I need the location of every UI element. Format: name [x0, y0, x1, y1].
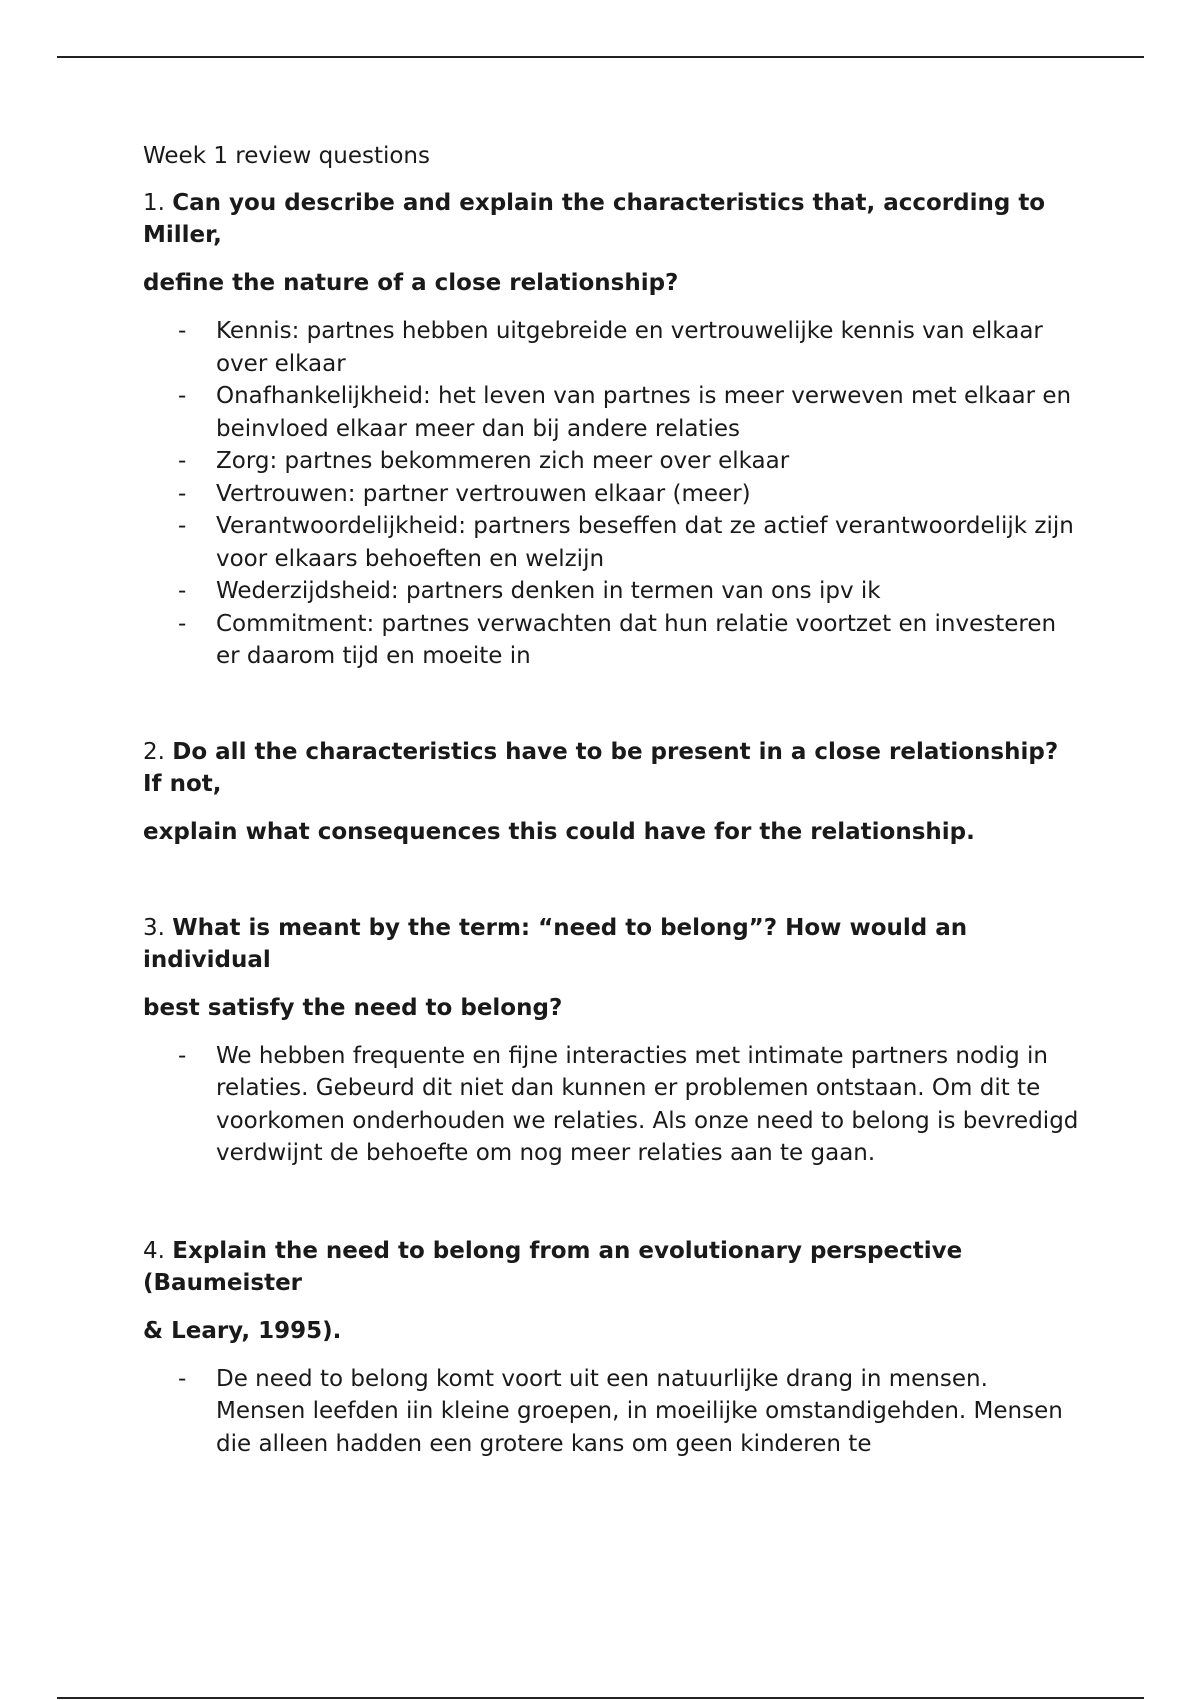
question-1 — [143, 187, 1083, 673]
question-3-text-line2: best satisfy the need to belong? — [143, 994, 563, 1021]
top-rule — [57, 56, 1144, 58]
question-4-text-line2: & Leary, 1995). — [143, 1317, 342, 1344]
answer-item: - De need to belong komt voort uit een natuurlijke drang in mensen. Mensen leefden iin kleine groepen, in moeilijke omstandigehden. Mensen die alleen hadden een grotere kans om geen kinderen te — [143, 1363, 1083, 1461]
question-2 — [143, 736, 1083, 848]
document-title: Week 1 review questions — [143, 143, 430, 169]
bottom-rule — [57, 1697, 1144, 1699]
answer-item: - Commitment: partnes verwachten dat hun relatie voortzet en investeren er daarom tijd en moeite in — [143, 608, 1083, 673]
question-3-answers — [143, 1040, 1083, 1170]
spacer — [143, 1170, 1083, 1235]
document-body — [143, 140, 1083, 1460]
answer-item: - Vertrouwen: partner vertrouwen elkaar (meer) — [143, 478, 1083, 511]
answer-item: - We hebben frequente en fijne interacties met intimate partners nodig in relaties. Gebeurd dit niet dan kunnen er problemen ontstaan. Om dit te voorkomen onderhouden we relaties. Als onze need to belong is bevredigd verdwijnt de behoefte om nog meer relaties aan te gaan. — [143, 1040, 1083, 1170]
question-1-heading — [143, 187, 1083, 251]
bullet-dash: - — [178, 1365, 187, 1392]
question-4-text-line1: Explain the need to belong from an evolutionary perspective (Baumeister — [143, 1237, 963, 1296]
question-2-number: 2. — [143, 738, 165, 765]
spacer — [143, 848, 1083, 912]
bullet-dash: - — [178, 578, 187, 604]
answer-item: - Wederzijdsheid: partners denken in termen van ons ipv ik — [143, 575, 1083, 608]
bullet-dash: - — [178, 480, 187, 507]
question-1-text-line2: define the nature of a close relationship? — [143, 270, 679, 296]
bullet-dash: - — [178, 610, 187, 637]
question-4 — [143, 1235, 1083, 1461]
question-4-answers — [143, 1363, 1083, 1461]
question-3 — [143, 912, 1083, 1170]
question-4-heading — [143, 1235, 1083, 1299]
question-2-text-line2: explain what consequences this could have for the relationship. — [143, 818, 975, 845]
answer-item: - Onafhankelijkheid: het leven van partnes is meer verweven met elkaar en beinvloed elkaar meer dan bij andere relaties — [143, 380, 1083, 445]
answer-item: - Kennis: partnes hebben uitgebreide en vertrouwelijke kennis van elkaar over elkaar — [143, 315, 1083, 380]
spacer — [143, 673, 1083, 736]
bullet-dash: - — [178, 318, 187, 344]
question-3-number: 3. — [143, 914, 165, 941]
bullet-dash: - — [178, 1042, 187, 1069]
question-1-number: 1. — [143, 190, 165, 216]
answer-item: - Zorg: partnes bekommeren zich meer over elkaar — [143, 445, 1083, 478]
answer-item: - Verantwoordelijkheid: partners beseffen dat ze actief verantwoordelijk zijn voor elkaars behoeften en welzijn — [143, 510, 1083, 575]
question-2-text-line1: Do all the characteristics have to be present in a close relationship? If not, — [143, 738, 1059, 797]
question-2-heading — [143, 736, 1083, 800]
question-1-answers — [143, 315, 1083, 673]
question-3-text-line1: What is meant by the term: “need to belong”? How would an individual — [143, 914, 968, 973]
question-3-heading — [143, 912, 1083, 976]
question-4-number: 4. — [143, 1237, 165, 1264]
bullet-dash: - — [178, 513, 187, 539]
question-1-text-line1: Can you describe and explain the characteristics that, according to Miller, — [143, 190, 1046, 248]
bullet-dash: - — [178, 448, 187, 474]
bullet-dash: - — [178, 383, 187, 409]
